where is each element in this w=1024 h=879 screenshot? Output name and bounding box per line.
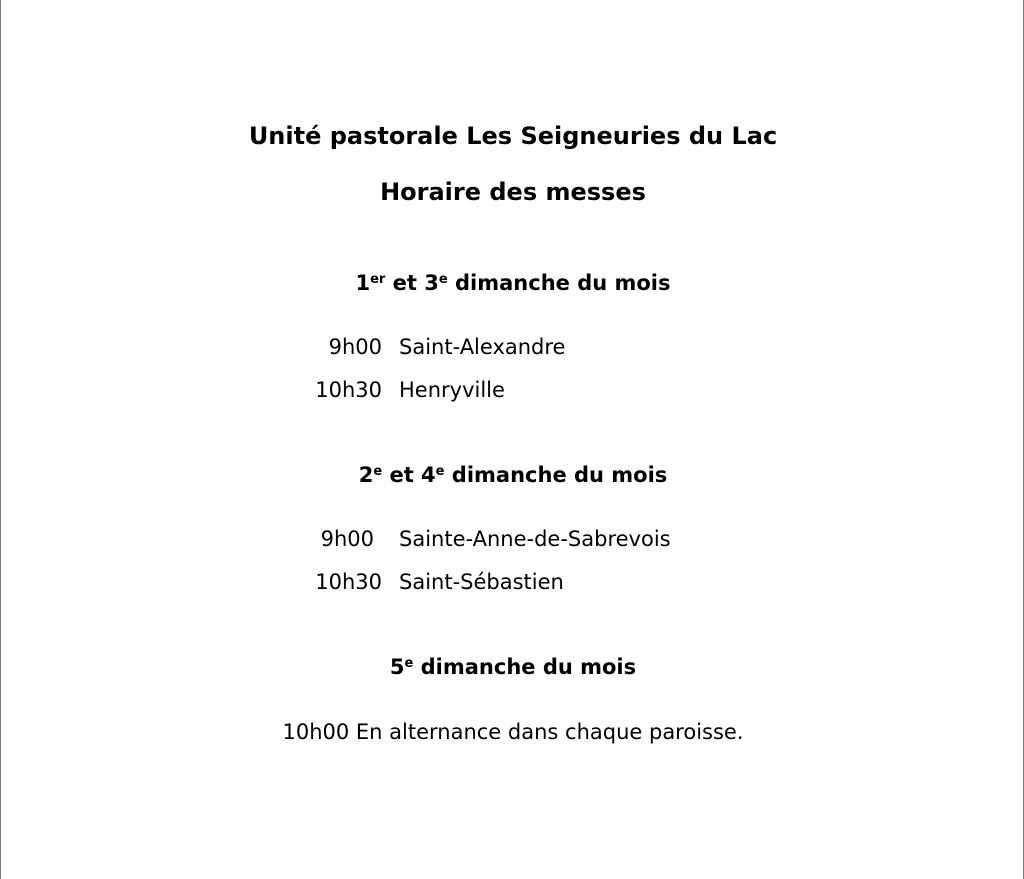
heading-number: 5 — [389, 655, 405, 679]
section-heading-5th-sunday — [1, 653, 1024, 681]
section-heading-1st-3rd-sunday — [1, 269, 1024, 297]
schedule-row — [1, 376, 1024, 404]
alternance-note: 10h00 En alternance dans chaque paroisse. — [282, 720, 744, 744]
schedule-row — [1, 525, 1024, 553]
heading-text: dimanche du mois — [413, 655, 637, 679]
heading-ordinal-suffix: e — [373, 464, 383, 479]
page-title: Unité pastorale Les Seigneuries du Lac — [248, 122, 778, 150]
parish-name: Sainte-Anne-de-Sabrevois — [399, 527, 671, 551]
heading-number: 3 — [424, 271, 439, 295]
mass-time: 10h30 — [315, 570, 382, 594]
heading-conjunction: et — [382, 463, 422, 487]
heading-number: 1 — [355, 271, 371, 295]
heading-ordinal-suffix: e — [404, 656, 414, 671]
mass-time: 9h00 — [328, 335, 382, 359]
heading-text: dimanche du mois — [447, 271, 671, 295]
parish-name: Henryville — [399, 378, 505, 402]
schedule-row — [1, 333, 1024, 361]
heading-conjunction: et — [385, 271, 425, 295]
heading-ordinal-suffix: er — [370, 272, 386, 287]
parish-name: Saint-Sébastien — [399, 570, 564, 594]
heading-number: 4 — [421, 463, 436, 487]
schedule-row — [1, 568, 1024, 596]
page-subtitle: Horaire des messes — [380, 178, 646, 206]
parish-name: Saint-Alexandre — [399, 335, 566, 359]
heading-ordinal-suffix: e — [435, 464, 445, 479]
section-heading-2nd-4th-sunday — [1, 461, 1024, 489]
heading-ordinal-suffix: e — [438, 272, 448, 287]
heading-number: 2 — [358, 463, 374, 487]
heading-text: dimanche du mois — [444, 463, 668, 487]
mass-time: 9h00 — [320, 527, 374, 551]
mass-time: 10h30 — [315, 378, 382, 402]
